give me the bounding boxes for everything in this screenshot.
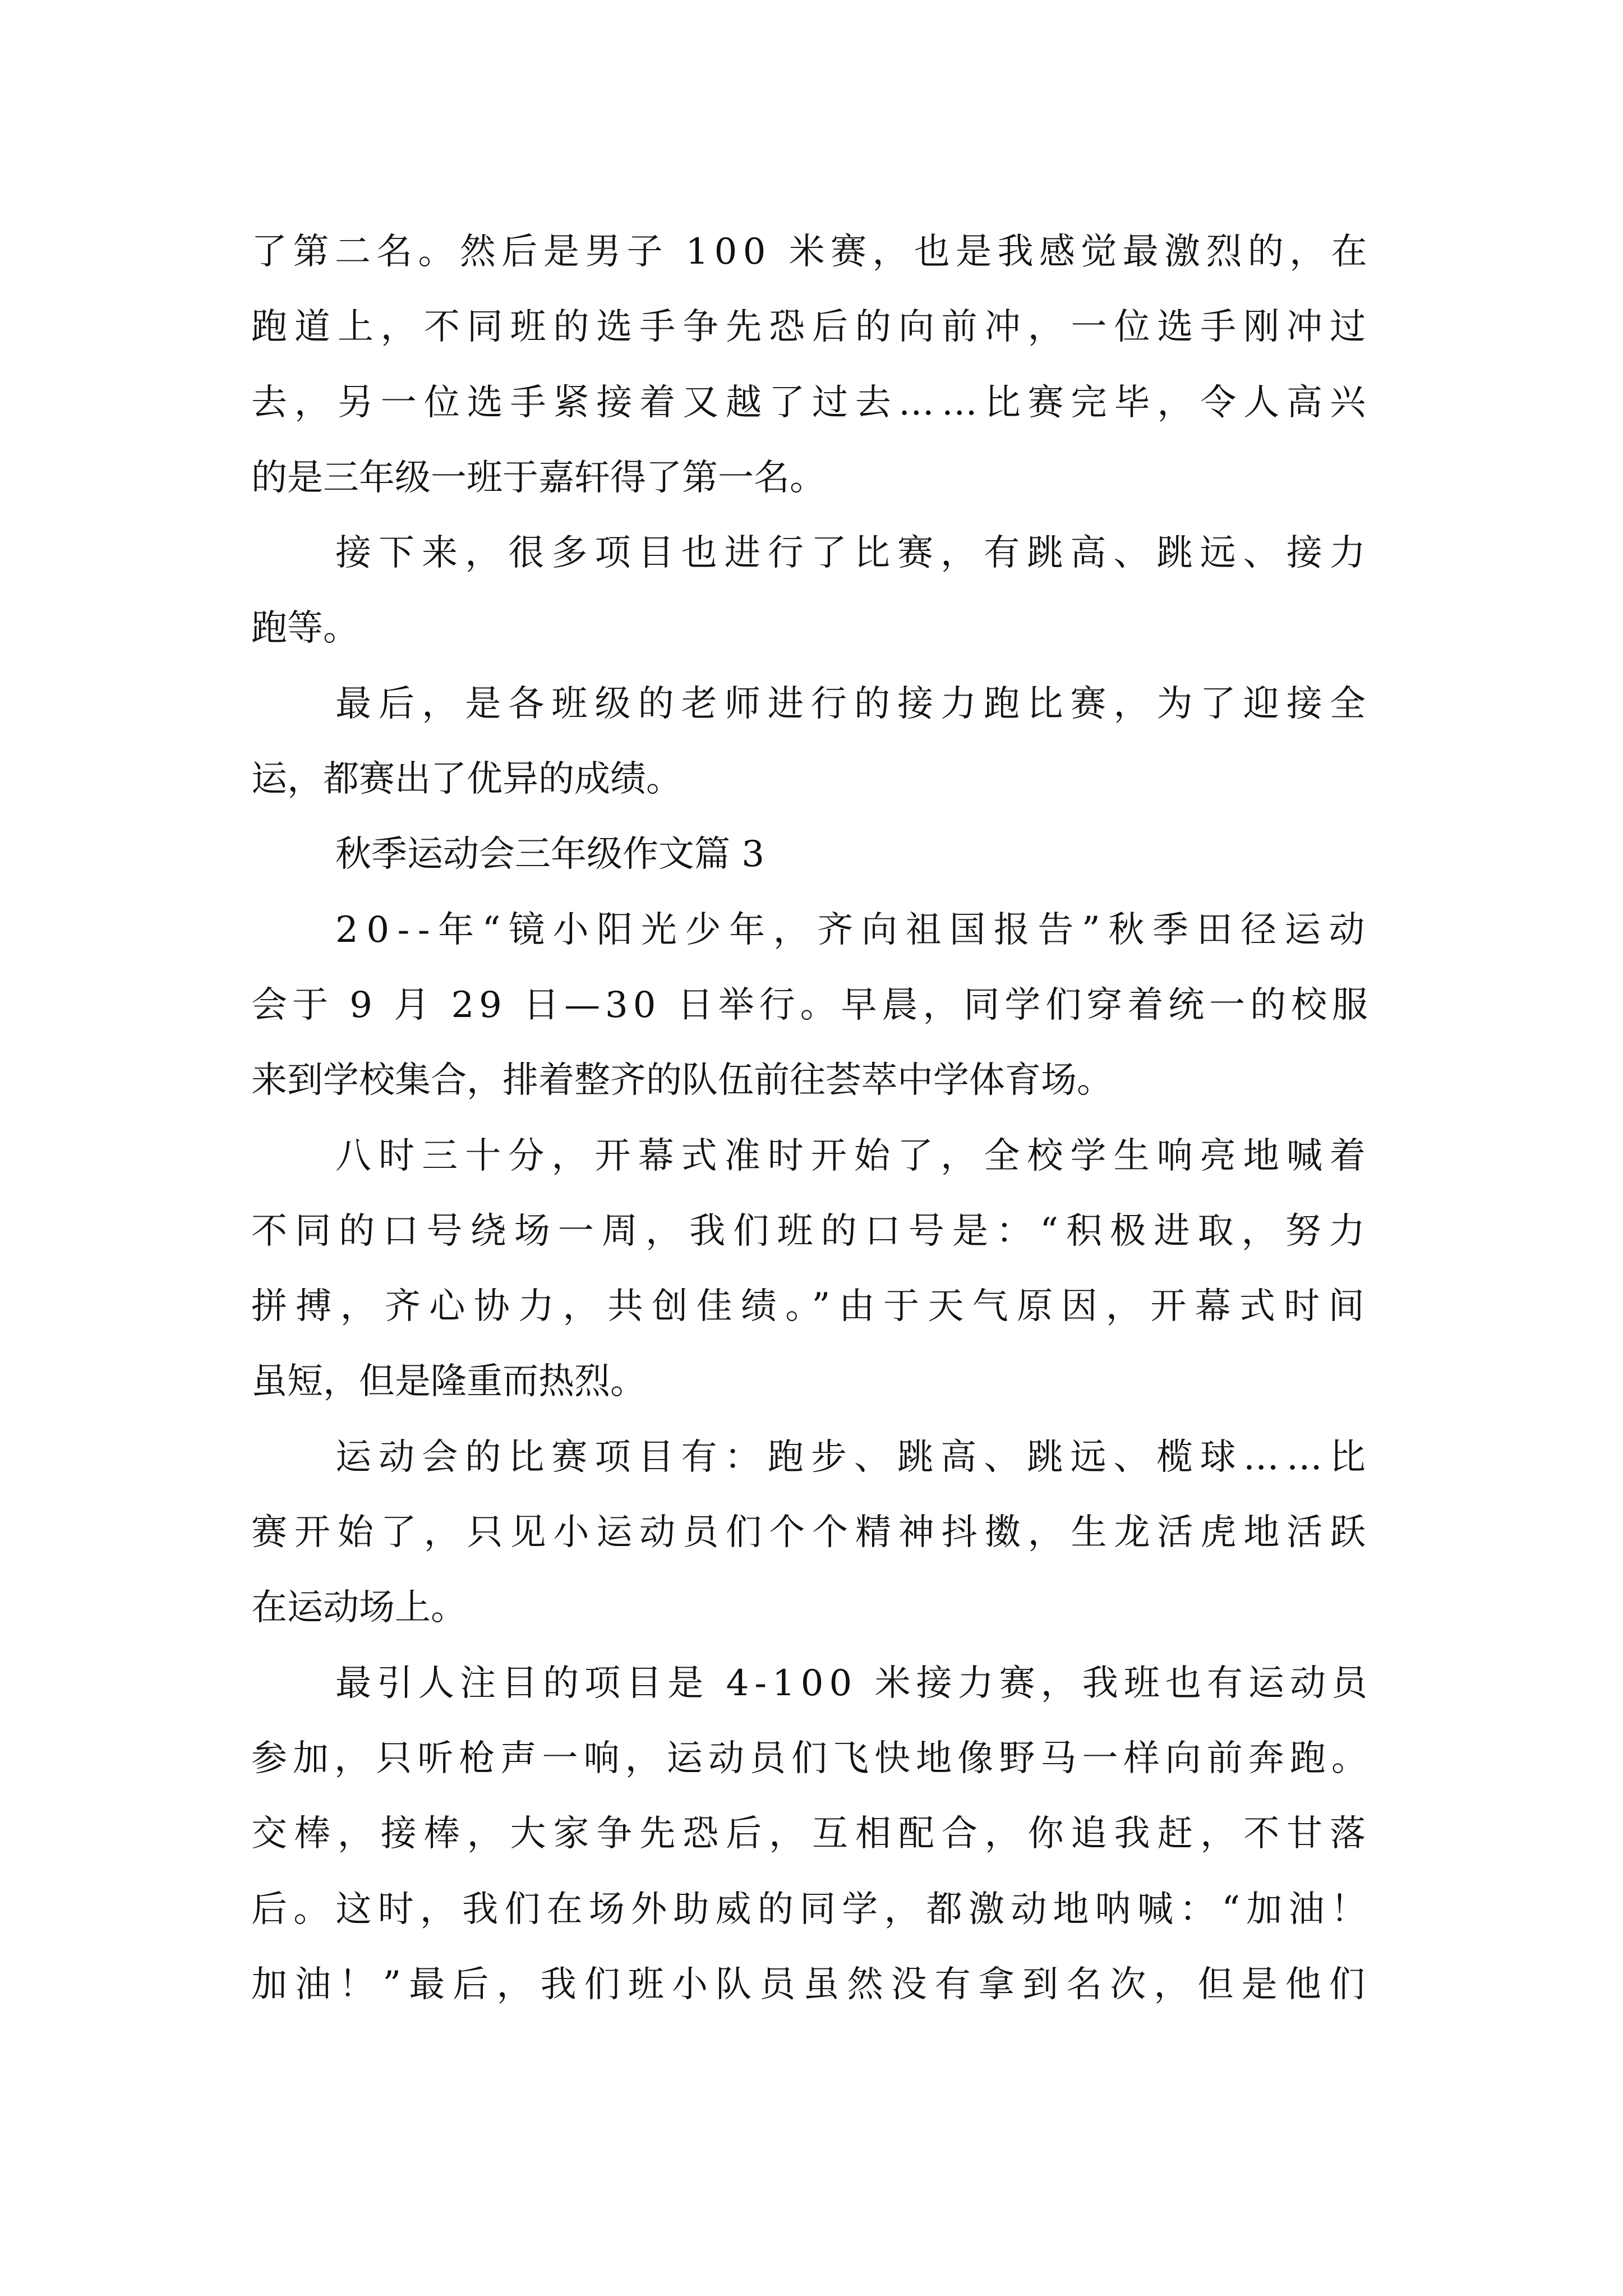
text-line: 运，都赛出了优异的成绩。 bbox=[251, 758, 682, 800]
text-line: 后。这时，我们在场外助威的同学，都激动地呐喊：“加油！ bbox=[251, 1888, 1373, 1930]
text-line: 八时三十分，开幕式准时开始了，全校学生响亮地喊着 bbox=[335, 1135, 1373, 1177]
text-line: 赛开始了，只见小运动员们个个精神抖擞，生龙活虎地活跃 bbox=[251, 1512, 1373, 1554]
text-line: 最引人注目的项目是 4-100 米接力赛，我班也有运动员 bbox=[335, 1662, 1373, 1704]
text-line: 虽短，但是隆重而热烈。 bbox=[251, 1361, 646, 1403]
text-line: 在运动场上。 bbox=[251, 1587, 467, 1629]
text-line: 拼搏，齐心协力，共创佳绩。”由于天气原因，开幕式时间 bbox=[251, 1286, 1373, 1328]
text-line: 20--年“镜小阳光少年，齐向祖国报告”秋季田径运动 bbox=[335, 909, 1373, 951]
section-heading: 秋季运动会三年级作文篇 3 bbox=[335, 834, 765, 876]
text-line: 跑道上，不同班的选手争先恐后的向前冲，一位选手刚冲过 bbox=[251, 306, 1373, 348]
text-line: 会于 9 月 29 日—30 日举行。早晨，同学们穿着统一的校服 bbox=[251, 984, 1373, 1026]
text-line: 加油！”最后，我们班小队员虽然没有拿到名次，但是他们 bbox=[251, 1963, 1373, 2005]
body-text bbox=[251, 214, 1373, 2022]
text-line: 来到学校集合，排着整齐的队伍前往荟萃中学体育场。 bbox=[251, 1060, 1113, 1102]
text-line: 参加，只听枪声一响，运动员们飞快地像野马一样向前奔跑。 bbox=[251, 1737, 1373, 1779]
text-line: 不同的口号绕场一周，我们班的口号是：“积极进取，努力 bbox=[251, 1210, 1373, 1252]
text-line: 交棒，接棒，大家争先恐后，互相配合，你追我赶，不甘落 bbox=[251, 1813, 1373, 1855]
text-line: 去，另一位选手紧接着又越了过去……比赛完毕，令人高兴 bbox=[251, 381, 1373, 424]
text-line: 最后，是各班级的老师进行的接力跑比赛，为了迎接全 bbox=[335, 683, 1373, 725]
text-line: 的是三年级一班于嘉轩得了第一名。 bbox=[251, 457, 826, 499]
text-line: 了第二名。然后是男子 100 米赛，也是我感觉最激烈的，在 bbox=[251, 231, 1373, 273]
text-line: 运动会的比赛项目有：跑步、跳高、跳远、榄球……比 bbox=[335, 1436, 1373, 1478]
text-line: 接下来，很多项目也进行了比赛，有跳高、跳远、接力 bbox=[335, 532, 1373, 574]
text-line: 跑等。 bbox=[251, 608, 359, 650]
